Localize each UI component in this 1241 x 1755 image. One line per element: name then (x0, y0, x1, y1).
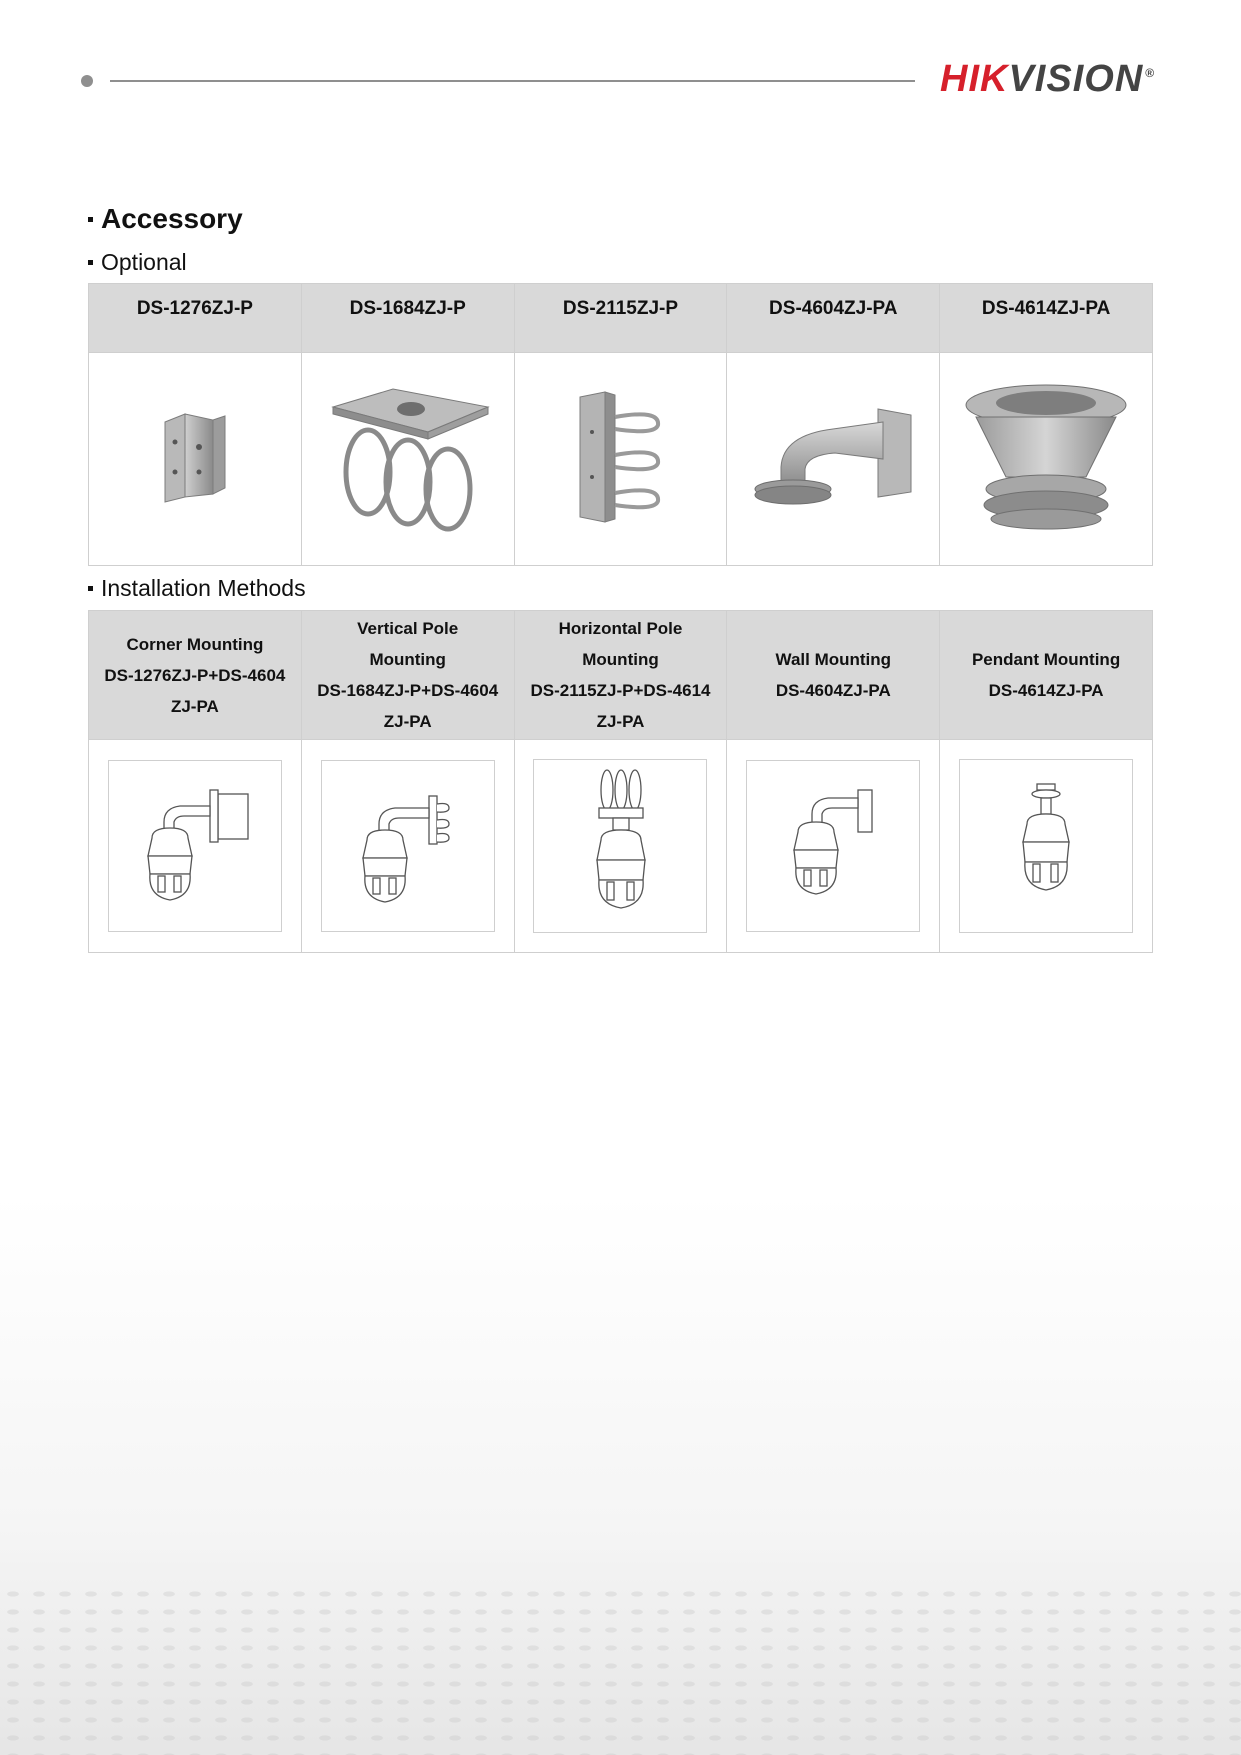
optional-image-cell (940, 353, 1153, 566)
optional-image-cell (727, 353, 940, 566)
installation-image-cell (940, 740, 1153, 953)
header-line: ZJ-PA (596, 712, 645, 731)
horizontal-pole-bracket-image (323, 377, 493, 537)
installation-image-cell (514, 740, 727, 953)
horizontal-pole-mount-drawing (533, 759, 707, 933)
header-line: Wall Mounting (775, 650, 892, 669)
logo-vision: VISION (1008, 57, 1144, 100)
header-line: DS-4604ZJ-PA (775, 681, 891, 700)
installation-header-pendant (940, 611, 1153, 740)
installation-image-cell (301, 740, 514, 953)
header-line: ZJ-PA (383, 712, 432, 731)
installation-header-corner (89, 611, 302, 740)
header-line: Vertical Pole (357, 619, 459, 638)
installation-header-horizontal-pole (514, 611, 727, 740)
pendant-mount-drawing (959, 759, 1133, 933)
optional-accessory-table (88, 283, 1153, 566)
optional-header-2: DS-1684ZJ-P (301, 284, 514, 353)
header-line: DS-1684ZJ-P+DS-4604 (317, 681, 499, 700)
bullet-icon (88, 586, 93, 591)
hikvision-logo (940, 56, 1180, 102)
header-line: Horizontal Pole (558, 619, 683, 638)
bullet-icon (88, 260, 93, 265)
installation-header-wall (727, 611, 940, 740)
accessory-heading-text: Accessory (101, 203, 243, 234)
optional-header-row (89, 284, 1153, 353)
optional-image-row (89, 353, 1153, 566)
header-line: DS-2115ZJ-P+DS-4614 (530, 681, 711, 700)
accessory-heading (88, 203, 243, 235)
optional-heading (88, 249, 187, 276)
optional-header-5: DS-4614ZJ-PA (940, 284, 1153, 353)
header-line: DS-4614ZJ-PA (988, 681, 1104, 700)
installation-image-cell (89, 740, 302, 953)
corner-mount-drawing (108, 760, 282, 932)
installation-image-row (89, 740, 1153, 953)
logo-hik: HIK (940, 57, 1009, 100)
header-rule (110, 80, 915, 82)
installation-header-vertical-pole (301, 611, 514, 740)
header-line: Mounting (582, 650, 659, 669)
installation-image-cell (727, 740, 940, 953)
vertical-pole-bracket-image (570, 387, 670, 527)
logo-registered: ® (1145, 65, 1156, 80)
optional-heading-text: Optional (101, 249, 187, 275)
optional-image-cell (301, 353, 514, 566)
header-line: Mounting (369, 650, 446, 669)
pendant-adapter-image (956, 377, 1136, 537)
header-line: Corner Mounting (126, 634, 264, 654)
vertical-pole-mount-drawing (321, 760, 495, 932)
installation-heading (88, 575, 306, 602)
optional-header-1: DS-1276ZJ-P (89, 284, 302, 353)
bullet-icon (88, 217, 93, 222)
header-line: Pendant Mounting (971, 650, 1121, 669)
header-line: ZJ-PA (170, 696, 219, 716)
installation-heading-text: Installation Methods (101, 575, 306, 601)
installation-methods-table (88, 610, 1153, 953)
optional-header-4: DS-4604ZJ-PA (727, 284, 940, 353)
installation-header-row (89, 611, 1153, 740)
wall-bracket-image (743, 397, 923, 517)
background-dot-pattern (0, 1585, 1241, 1755)
optional-header-3: DS-2115ZJ-P (514, 284, 727, 353)
header-line: DS-1276ZJ-P+DS-4604 (104, 665, 286, 685)
optional-image-cell (514, 353, 727, 566)
optional-image-cell (89, 353, 302, 566)
wall-mount-drawing (746, 760, 920, 932)
corner-bracket-image (155, 402, 235, 512)
header-dot (81, 75, 93, 87)
